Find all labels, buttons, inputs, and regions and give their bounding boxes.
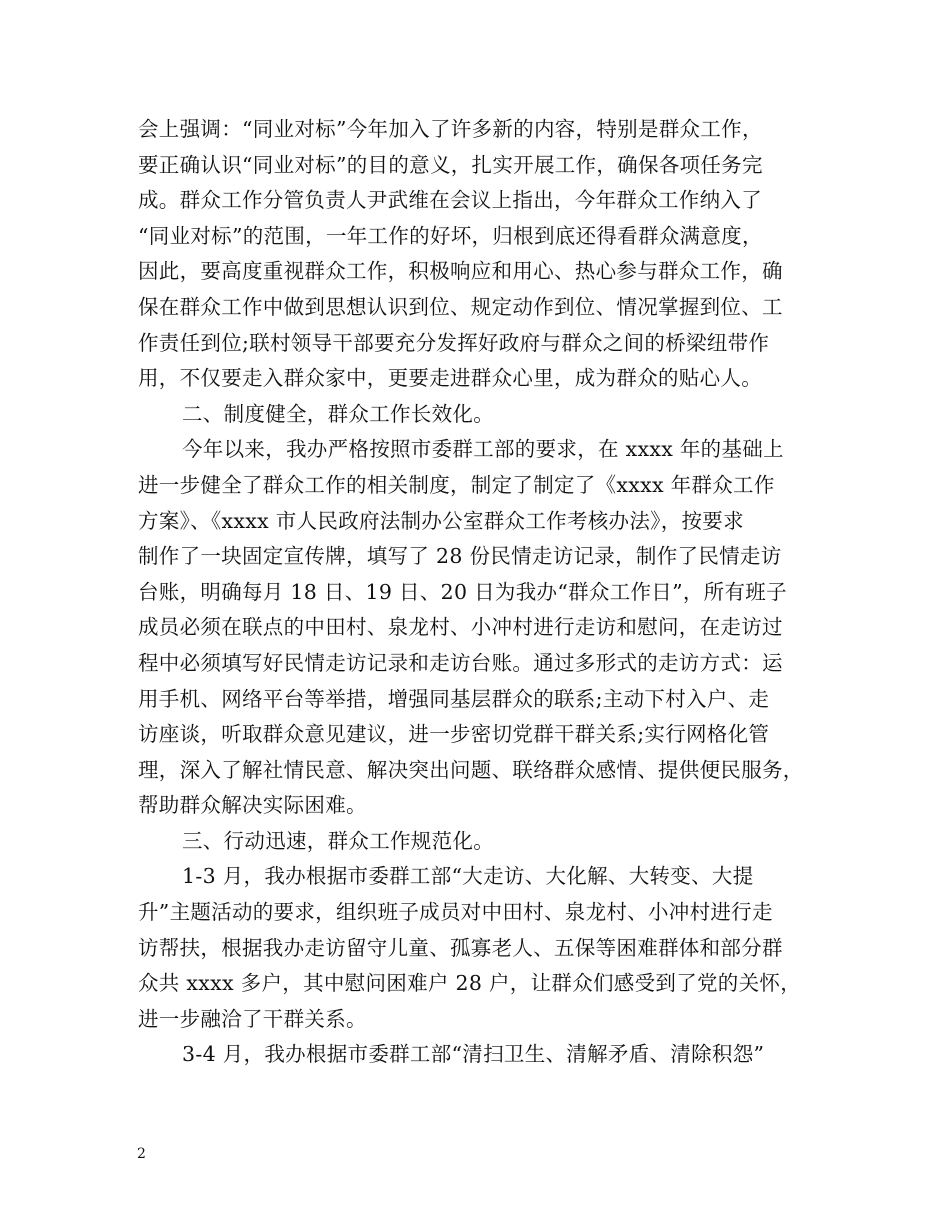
text-line: 用手机、网络平台等举措，增强同基层群众的联系;主动下村入户、走 (138, 686, 770, 711)
text-line: 会上强调：“同业对标”今年加入了许多新的内容，特别是群众工作， (138, 117, 763, 141)
text-line: 三、行动迅速，群众工作规范化。 (182, 828, 494, 853)
text-line: 访座谈，听取群众意见建议，进一步密切党群干群关系;实行网格化管 (138, 722, 770, 747)
text-line: 程中必须填写好民情走访记录和走访台账。通过多形式的走访方式：运 (138, 650, 783, 675)
text-line: 升”主题活动的要求，组织班子成员对中田村、泉龙村、小冲村进行走 (138, 900, 773, 925)
text-line: 成员必须在联点的中田村、泉龙村、小冲村进行走访和慰问，在走访过 (138, 615, 783, 640)
page-number: 2 (137, 1146, 146, 1162)
body-text (138, 112, 828, 1073)
text-line: 3-4 月，我办根据市委群工部“清扫卫生、清解矛盾、清除积怨” (182, 1042, 765, 1067)
text-line: 帮助群众解决实际困难。 (138, 793, 367, 818)
text-line: 制作了一块固定宣传牌，填写了 28 份民情走访记录，制作了民情走访 (138, 544, 782, 569)
text-line: 访帮扶，根据我办走访留守儿童、孤寡老人、五保等困难群体和部分群 (138, 935, 783, 960)
text-line: 成。群众工作分管负责人尹武维在会议上指出，今年群众工作纳入了 (138, 188, 762, 213)
text-line: “同业对标”的范围，一年工作的好坏，归根到底还得看群众满意度， (138, 223, 763, 248)
text-line: 因此，要高度重视群众工作，积极响应和用心、热心参与群众工作，确 (138, 259, 783, 284)
text-line: 众共 xxxx 多户，其中慰问困难户 28 户，让群众们感受到了党的关怀， (138, 971, 801, 996)
text-line: 用，不仅要走入群众家中，更要走进群众心里，成为群众的贴心人。 (138, 366, 762, 391)
text-line: 进一步融洽了干群关系。 (138, 1006, 367, 1031)
text-line: 台账，明确每月 18 日、19 日、20 日为我办“群众工作日”，所有班子 (138, 579, 787, 604)
text-line: 保在群众工作中做到思想认识到位、规定动作到位、情况掌握到位、工 (138, 294, 783, 319)
text-line: 1-3 月，我办根据市委群工部“大走访、大化解、大转变、大提 (182, 864, 754, 889)
text-line: 方案》、《xxxx 市人民政府法制办公室群众工作考核办法》，按要求 (138, 508, 744, 533)
text-line: 进一步健全了群众工作的相关制度，制定了制定了《xxxx 年群众工作 (138, 472, 775, 497)
text-line: 今年以来，我办严格按照市委群工部的要求，在 xxxx 年的基础上 (182, 437, 784, 462)
text-line: 二、制度健全，群众工作长效化。 (182, 401, 494, 426)
text-line: 作责任到位;联村领导干部要充分发挥好政府与群众之间的桥梁纽带作 (138, 330, 770, 355)
text-line: 理，深入了解社情民意、解决突出问题、联络群众感情、提供便民服务， (138, 757, 804, 782)
text-line: 要正确认识“同业对标”的目的意义，扎实开展工作，确保各项任务完 (138, 152, 763, 177)
